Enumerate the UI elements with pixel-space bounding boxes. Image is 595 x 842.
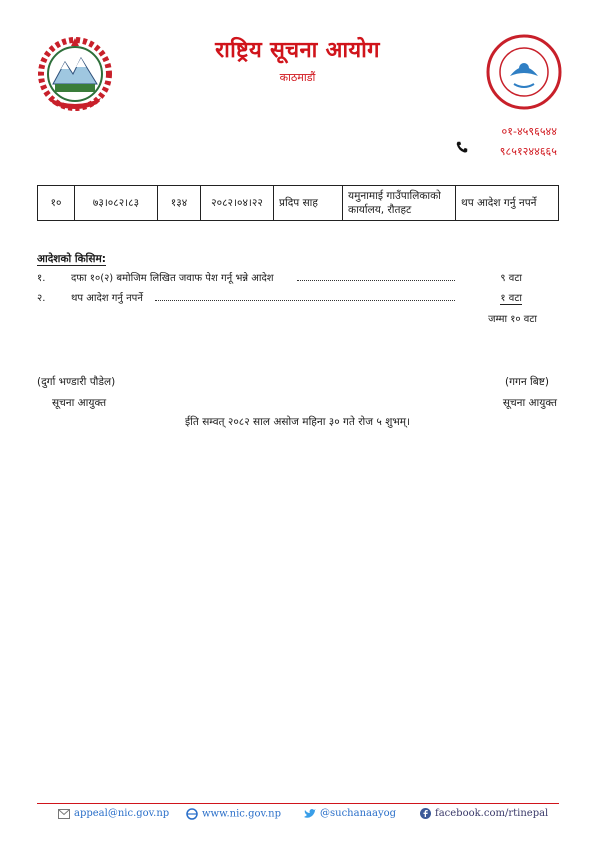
mail-icon [58, 809, 70, 819]
footer-email-link[interactable] [58, 808, 169, 819]
phone-number-2: ९८५१२४४६६५ [499, 145, 557, 158]
case-table [37, 185, 559, 221]
table-cell-date: २०८२।०४।२२ [201, 186, 274, 221]
table-cell-respondent-office: यमुनामाई गाउँपालिकाको कार्यालय, रौतहट [343, 186, 456, 221]
globe-icon [186, 808, 198, 820]
order-count: ९ वटा [500, 273, 522, 284]
table-cell-serial: १० [38, 186, 75, 221]
date-line: ईति सम्वत् २०८२ साल असोज महिना ३० गते रोज ५ शुभम्। [185, 416, 410, 428]
table-row [38, 186, 559, 221]
table-cell-order: थप आदेश गर्नु नपर्ने [456, 186, 559, 221]
phone-number-1: ०१-४५९६५४४ [501, 125, 557, 138]
footer-divider [37, 803, 559, 804]
list-item [37, 270, 522, 286]
dotted-leader [297, 280, 455, 281]
dotted-leader [155, 300, 455, 301]
commission-logo-icon [484, 32, 564, 112]
order-number: २. [37, 293, 46, 304]
table-cell-appeal-number: ७३।०८२।८३ [75, 186, 158, 221]
twitter-icon [304, 809, 316, 819]
footer-facebook-link[interactable] [420, 808, 548, 819]
order-count: १ वटा [500, 290, 522, 305]
signatory-right-name: (गगन बिष्ट) [504, 376, 549, 388]
nepal-emblem-icon [35, 32, 115, 112]
organization-title: राष्ट्रिय सूचना आयोग [215, 38, 380, 63]
footer-website-link[interactable] [186, 808, 281, 820]
order-number: १. [37, 273, 46, 284]
footer-website-text: www.nic.gov.np [202, 808, 281, 820]
phone-icon [455, 140, 469, 154]
signatory-left-name: (दुर्गा भण्डारी पौडेल) [37, 376, 116, 388]
footer-email-text: appeal@nic.gov.np [74, 808, 170, 819]
signatory-right-role: सूचना आयुक्त [502, 397, 557, 409]
organization-location: काठमाडौं [279, 71, 316, 84]
footer-twitter-link[interactable] [304, 808, 396, 819]
footer-twitter-text: @suchanaayog [320, 808, 397, 819]
signatory-left-role: सूचना आयुक्त [52, 397, 107, 409]
orders-heading: आदेशको किसिम: [37, 253, 106, 265]
order-total: जम्मा १० वटा [488, 314, 537, 325]
order-description: दफा १०(२) बमोजिम लिखित जवाफ पेश गर्नू भन्ने आदेश [71, 273, 274, 284]
table-cell-register-number: १३४ [158, 186, 201, 221]
list-item [37, 290, 522, 306]
footer-facebook-text: facebook.com/rtinepal [435, 808, 549, 819]
facebook-icon [420, 808, 431, 819]
order-description: थप आदेश गर्नु नपर्ने [71, 293, 143, 304]
table-cell-appellant: प्रदिप साह [274, 186, 343, 221]
